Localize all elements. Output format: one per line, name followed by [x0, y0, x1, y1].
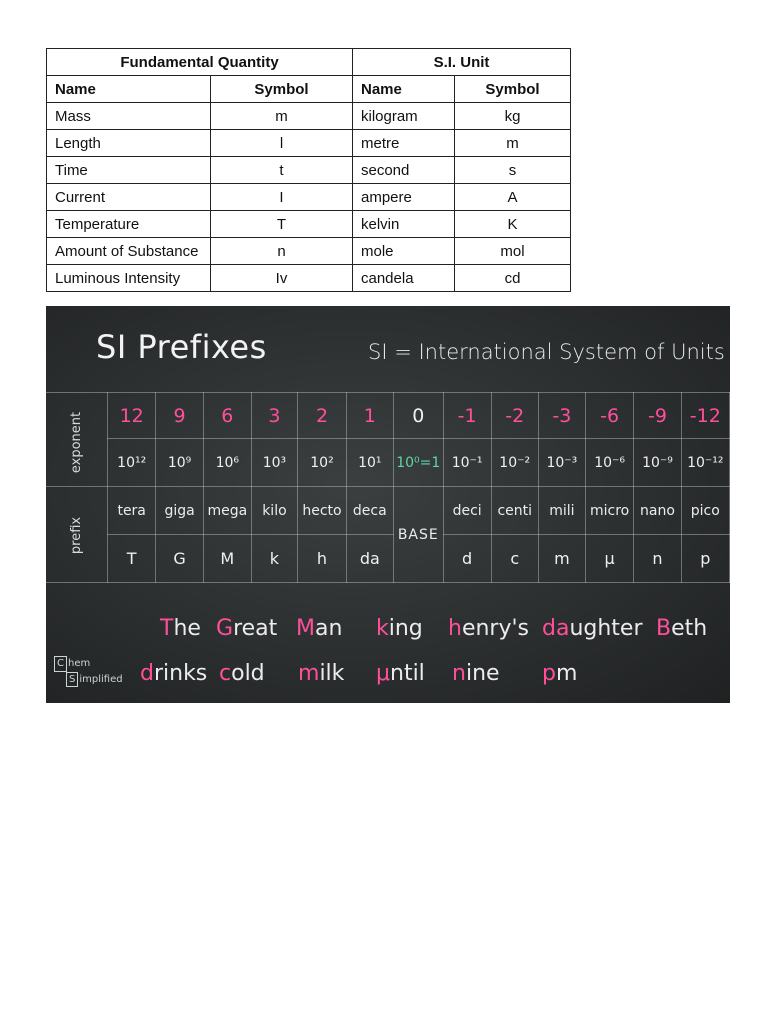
quantity-symbol-cell: t [211, 157, 353, 184]
mnemonic-word: nine [452, 661, 500, 686]
exponent-cell: 1 [346, 393, 393, 439]
power-cell: 10² [298, 439, 346, 487]
si-prefixes-chalkboard [46, 306, 730, 703]
prefix-symbol-cell: μ [585, 535, 633, 583]
exponent-cell: 0 [393, 393, 443, 439]
quantity-name-cell: Temperature [47, 211, 211, 238]
unit-symbol-cell: s [455, 157, 571, 184]
table-row [47, 157, 571, 184]
exponent-cell: -6 [585, 393, 633, 439]
unit-name-cell: candela [353, 265, 455, 292]
unit-symbol-cell: m [455, 130, 571, 157]
exponent-cell: 12 [108, 393, 156, 439]
exponent-cell: 6 [204, 393, 252, 439]
prefix-name-cell: tera [108, 487, 156, 535]
quantity-symbol-cell: l [211, 130, 353, 157]
prefix-name-cell: giga [156, 487, 204, 535]
mnemonic [46, 606, 730, 703]
mnemonic-word: The [160, 616, 201, 641]
prefix-symbol-cell: T [108, 535, 156, 583]
mnemonic-word: cold [219, 661, 265, 686]
fq-symbol-header: Symbol [211, 76, 353, 103]
prefix-name-cell: mega [204, 487, 252, 535]
prefix-name-cell: micro [585, 487, 633, 535]
prefix-name-cell: nano [634, 487, 681, 535]
unit-name-cell: mole [353, 238, 455, 265]
mnemonic-word: Great [216, 616, 278, 641]
exponent-cell: 2 [298, 393, 346, 439]
power-cell: 10⁻¹² [681, 439, 729, 487]
prefix-name-cell: hecto [298, 487, 346, 535]
prefix-symbol-cell: p [681, 535, 729, 583]
prefix-symbol-cell: h [298, 535, 346, 583]
exponent-cell: -9 [634, 393, 681, 439]
mnemonic-word: henry's [448, 616, 530, 641]
mnemonic-word: Beth [656, 616, 708, 641]
quantity-symbol-cell: T [211, 211, 353, 238]
unit-name-cell: kilogram [353, 103, 455, 130]
exponent-cell: -2 [491, 393, 538, 439]
power-cell: 10⁻² [491, 439, 538, 487]
table-row [47, 265, 571, 292]
quantity-symbol-cell: m [211, 103, 353, 130]
prefix-name-cell: pico [681, 487, 729, 535]
unit-name-cell: ampere [353, 184, 455, 211]
exponent-cell: -3 [538, 393, 585, 439]
exponent-cell: -12 [681, 393, 729, 439]
fq-name-header: Name [47, 76, 211, 103]
prefix-symbol-cell: G [156, 535, 204, 583]
unit-symbol-cell: K [455, 211, 571, 238]
exponent-cell: 9 [156, 393, 204, 439]
unit-name-header: Name [353, 76, 455, 103]
table-row [47, 238, 571, 265]
table-row [47, 103, 571, 130]
prefix-symbol-cell: m [538, 535, 585, 583]
unit-name-cell: metre [353, 130, 455, 157]
unit-symbol-cell: mol [455, 238, 571, 265]
unit-symbol-cell: A [455, 184, 571, 211]
prefix-symbol-cell: d [443, 535, 491, 583]
power-cell: 10³ [251, 439, 298, 487]
quantity-name-cell: Mass [47, 103, 211, 130]
quantity-name-cell: Amount of Substance [47, 238, 211, 265]
prefix-side-label: prefix [46, 487, 108, 583]
chem-simplified-logo: C hem S implified [54, 656, 123, 687]
mnemonic-word: drinks [140, 661, 208, 686]
exponent-cell: 3 [251, 393, 298, 439]
exponent-cell: -1 [443, 393, 491, 439]
power-cell: 10¹² [108, 439, 156, 487]
si-unit-header: S.I. Unit [353, 49, 571, 76]
fundamental-quantity-header: Fundamental Quantity [47, 49, 353, 76]
prefix-name-cell: centi [491, 487, 538, 535]
power-cell: 10⁻³ [538, 439, 585, 487]
mnemonic-word: milk [298, 661, 345, 686]
si-units-table [46, 48, 571, 292]
quantity-name-cell: Current [47, 184, 211, 211]
unit-symbol-cell: kg [455, 103, 571, 130]
power-cell: 10¹ [346, 439, 393, 487]
prefix-grid [46, 392, 730, 583]
quantity-symbol-cell: n [211, 238, 353, 265]
prefix-name-cell: deci [443, 487, 491, 535]
prefix-name-cell: deca [346, 487, 393, 535]
quantity-symbol-cell: I [211, 184, 353, 211]
mnemonic-word: pm [542, 661, 578, 686]
power-cell: 10⁻⁶ [585, 439, 633, 487]
prefix-name-cell: kilo [251, 487, 298, 535]
power-cell: 10⁻¹ [443, 439, 491, 487]
prefix-symbol-cell: k [251, 535, 298, 583]
unit-name-cell: kelvin [353, 211, 455, 238]
table-row [47, 211, 571, 238]
power-cell: 10⁶ [204, 439, 252, 487]
unit-symbol-cell: cd [455, 265, 571, 292]
mnemonic-word: king [376, 616, 423, 641]
power-cell: 10⁻⁹ [634, 439, 681, 487]
mnemonic-word: Man [296, 616, 343, 641]
prefix-name-cell: mili [538, 487, 585, 535]
table-row [47, 184, 571, 211]
quantity-name-cell: Length [47, 130, 211, 157]
quantity-name-cell: Time [47, 157, 211, 184]
base-cell: BASE [393, 487, 443, 583]
quantity-name-cell: Luminous Intensity [47, 265, 211, 292]
prefix-symbol-cell: c [491, 535, 538, 583]
unit-name-cell: second [353, 157, 455, 184]
prefix-symbol-cell: n [634, 535, 681, 583]
unit-symbol-header: Symbol [455, 76, 571, 103]
power-cell: 10⁹ [156, 439, 204, 487]
prefix-symbol-cell: da [346, 535, 393, 583]
mnemonic-word: μntil [376, 661, 425, 686]
power-cell: 10⁰=1 [393, 439, 443, 487]
exponent-side-label: exponent [46, 393, 108, 487]
table-row [47, 130, 571, 157]
mnemonic-word: daughter [542, 616, 643, 641]
board-title: SI Prefixes [96, 328, 267, 366]
prefix-symbol-cell: M [204, 535, 252, 583]
board-subtitle: SI = International System of Units [368, 340, 725, 364]
quantity-symbol-cell: Iv [211, 265, 353, 292]
